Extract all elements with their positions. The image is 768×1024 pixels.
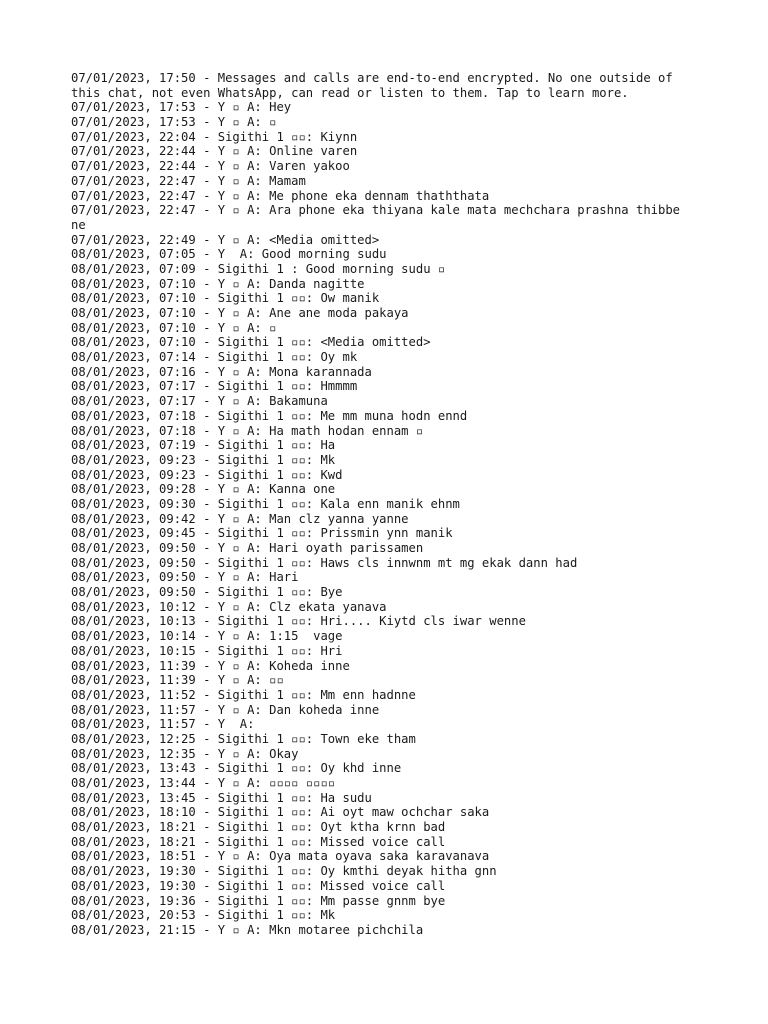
- text-line: 08/01/2023, 11:39 - Y ▫ A: ▫▫: [71, 673, 284, 688]
- text-line: 07/01/2023, 22:47 - Y ▫ A: Me phone eka dennam thaththata: [71, 188, 490, 203]
- text-line: 08/01/2023, 09:45 - Sigithi 1 ▫▫: Prissmin ynn manik: [71, 526, 453, 541]
- text-line: 08/01/2023, 07:10 - Sigithi 1 ▫▫: Ow manik: [71, 291, 380, 306]
- text-line: 08/01/2023, 07:14 - Sigithi 1 ▫▫: Oy mk: [71, 350, 358, 365]
- text-line: 08/01/2023, 21:15 - Y ▫ A: Mkn motaree pichchila: [71, 922, 424, 937]
- chat-export-page: [71, 71, 711, 938]
- text-line: 08/01/2023, 18:51 - Y ▫ A: Oya mata oyava saka karavanava: [71, 849, 490, 864]
- text-line: 08/01/2023, 10:12 - Y ▫ A: Clz ekata yanava: [71, 599, 387, 614]
- text-line: 08/01/2023, 07:09 - Sigithi 1 : Good morning sudu ▫: [71, 261, 446, 276]
- text-line: 07/01/2023, 22:47 - Y ▫ A: Ara phone eka thiyana kale mata mechchara prashna thibbe: [71, 203, 681, 218]
- text-line: 08/01/2023, 09:50 - Y ▫ A: Hari oyath parissamen: [71, 541, 424, 555]
- text-line: 08/01/2023, 10:14 - Y ▫ A: 1:15 vage: [71, 629, 343, 644]
- text-line: 07/01/2023, 22:04 - Sigithi 1 ▫▫: Kiynn: [71, 129, 358, 144]
- text-line: 08/01/2023, 09:50 - Sigithi 1 ▫▫: Haws cls innwnm mt mg ekak dann had: [71, 555, 578, 570]
- text-line: 08/01/2023, 09:30 - Sigithi 1 ▫▫: Kala enn manik ehnm: [71, 496, 460, 511]
- text-line: 08/01/2023, 07:10 - Sigithi 1 ▫▫: <Media omitted>: [71, 335, 431, 350]
- text-line: 08/01/2023, 18:21 - Sigithi 1 ▫▫: Missed voice call: [71, 834, 446, 849]
- text-line: this chat, not even WhatsApp, can read or listen to them. Tap to learn more.: [71, 85, 629, 100]
- text-line: 07/01/2023, 17:53 - Y ▫ A: Hey: [71, 100, 292, 115]
- text-line: 08/01/2023, 20:53 - Sigithi 1 ▫▫: Mk: [71, 908, 336, 923]
- text-line: 08/01/2023, 09:23 - Sigithi 1 ▫▫: Mk: [71, 452, 336, 467]
- text-line: 08/01/2023, 09:50 - Sigithi 1 ▫▫: Bye: [71, 585, 343, 600]
- text-line: 08/01/2023, 12:25 - Sigithi 1 ▫▫: Town eke tham: [71, 731, 416, 746]
- text-line: 08/01/2023, 18:10 - Sigithi 1 ▫▫: Ai oyt maw ochchar saka: [71, 805, 490, 820]
- text-line: 08/01/2023, 09:42 - Y ▫ A: Man clz yanna yanne: [71, 511, 409, 526]
- text-line: 08/01/2023, 07:17 - Sigithi 1 ▫▫: Hmmmm: [71, 379, 358, 394]
- text-line: 08/01/2023, 07:10 - Y ▫ A: Ane ane moda pakaya: [71, 306, 409, 320]
- text-line: 08/01/2023, 11:57 - Y ▫ A: Dan koheda inne: [71, 702, 380, 717]
- text-line: 07/01/2023, 17:50 - Messages and calls are end-to-end encrypted. No one outside of: [71, 71, 673, 85]
- text-line: 08/01/2023, 07:05 - Y A: Good morning sudu: [71, 247, 387, 262]
- text-line: 07/01/2023, 22:44 - Y ▫ A: Varen yakoo: [71, 159, 350, 174]
- text-line: 07/01/2023, 22:44 - Y ▫ A: Online varen: [71, 144, 358, 159]
- text-line: 08/01/2023, 07:10 - Y ▫ A: Danda nagitte: [71, 276, 365, 291]
- text-line: 08/01/2023, 11:57 - Y A:: [71, 717, 255, 732]
- text-line: 08/01/2023, 19:36 - Sigithi 1 ▫▫: Mm passe gnnm bye: [71, 893, 446, 908]
- text-line: 08/01/2023, 07:18 - Sigithi 1 ▫▫: Me mm muna hodn ennd: [71, 408, 468, 423]
- text-line: 08/01/2023, 07:17 - Y ▫ A: Bakamuna: [71, 394, 328, 409]
- text-line: 08/01/2023, 07:18 - Y ▫ A: Ha math hodan ennam ▫: [71, 423, 424, 438]
- text-line: 08/01/2023, 18:21 - Sigithi 1 ▫▫: Oyt ktha krnn bad: [71, 820, 446, 835]
- text-line: 08/01/2023, 10:13 - Sigithi 1 ▫▫: Hri.... Kiytd cls iwar wenne: [71, 614, 526, 629]
- text-line: 08/01/2023, 07:10 - Y ▫ A: ▫: [71, 320, 277, 335]
- text-line: 08/01/2023, 09:50 - Y ▫ A: Hari: [71, 570, 299, 585]
- text-line: 07/01/2023, 22:49 - Y ▫ A: <Media omitted>: [71, 232, 380, 247]
- text-line: 08/01/2023, 09:28 - Y ▫ A: Kanna one: [71, 482, 336, 497]
- text-line: 08/01/2023, 12:35 - Y ▫ A: Okay: [71, 746, 299, 761]
- text-line: 08/01/2023, 11:39 - Y ▫ A: Koheda inne: [71, 658, 350, 673]
- text-line: 08/01/2023, 11:52 - Sigithi 1 ▫▫: Mm enn hadnne: [71, 687, 416, 702]
- text-line: 07/01/2023, 22:47 - Y ▫ A: Mamam: [71, 173, 306, 188]
- text-line: 08/01/2023, 19:30 - Sigithi 1 ▫▫: Missed voice call: [71, 878, 446, 893]
- text-line: 08/01/2023, 19:30 - Sigithi 1 ▫▫: Oy kmthi deyak hitha gnn: [71, 864, 497, 879]
- text-line: 08/01/2023, 07:16 - Y ▫ A: Mona karannada: [71, 364, 372, 379]
- text-line: 08/01/2023, 10:15 - Sigithi 1 ▫▫: Hri: [71, 643, 343, 658]
- text-line: 08/01/2023, 13:45 - Sigithi 1 ▫▫: Ha sudu: [71, 790, 372, 805]
- text-line: ne: [71, 217, 86, 232]
- text-line: 08/01/2023, 13:43 - Sigithi 1 ▫▫: Oy khd inne: [71, 761, 402, 776]
- text-line: 08/01/2023, 13:44 - Y ▫ A: ▫▫▫▫ ▫▫▫▫: [71, 776, 336, 790]
- text-line: 07/01/2023, 17:53 - Y ▫ A: ▫: [71, 115, 277, 130]
- text-line: 08/01/2023, 07:19 - Sigithi 1 ▫▫: Ha: [71, 438, 336, 453]
- text-line: 08/01/2023, 09:23 - Sigithi 1 ▫▫: Kwd: [71, 467, 343, 482]
